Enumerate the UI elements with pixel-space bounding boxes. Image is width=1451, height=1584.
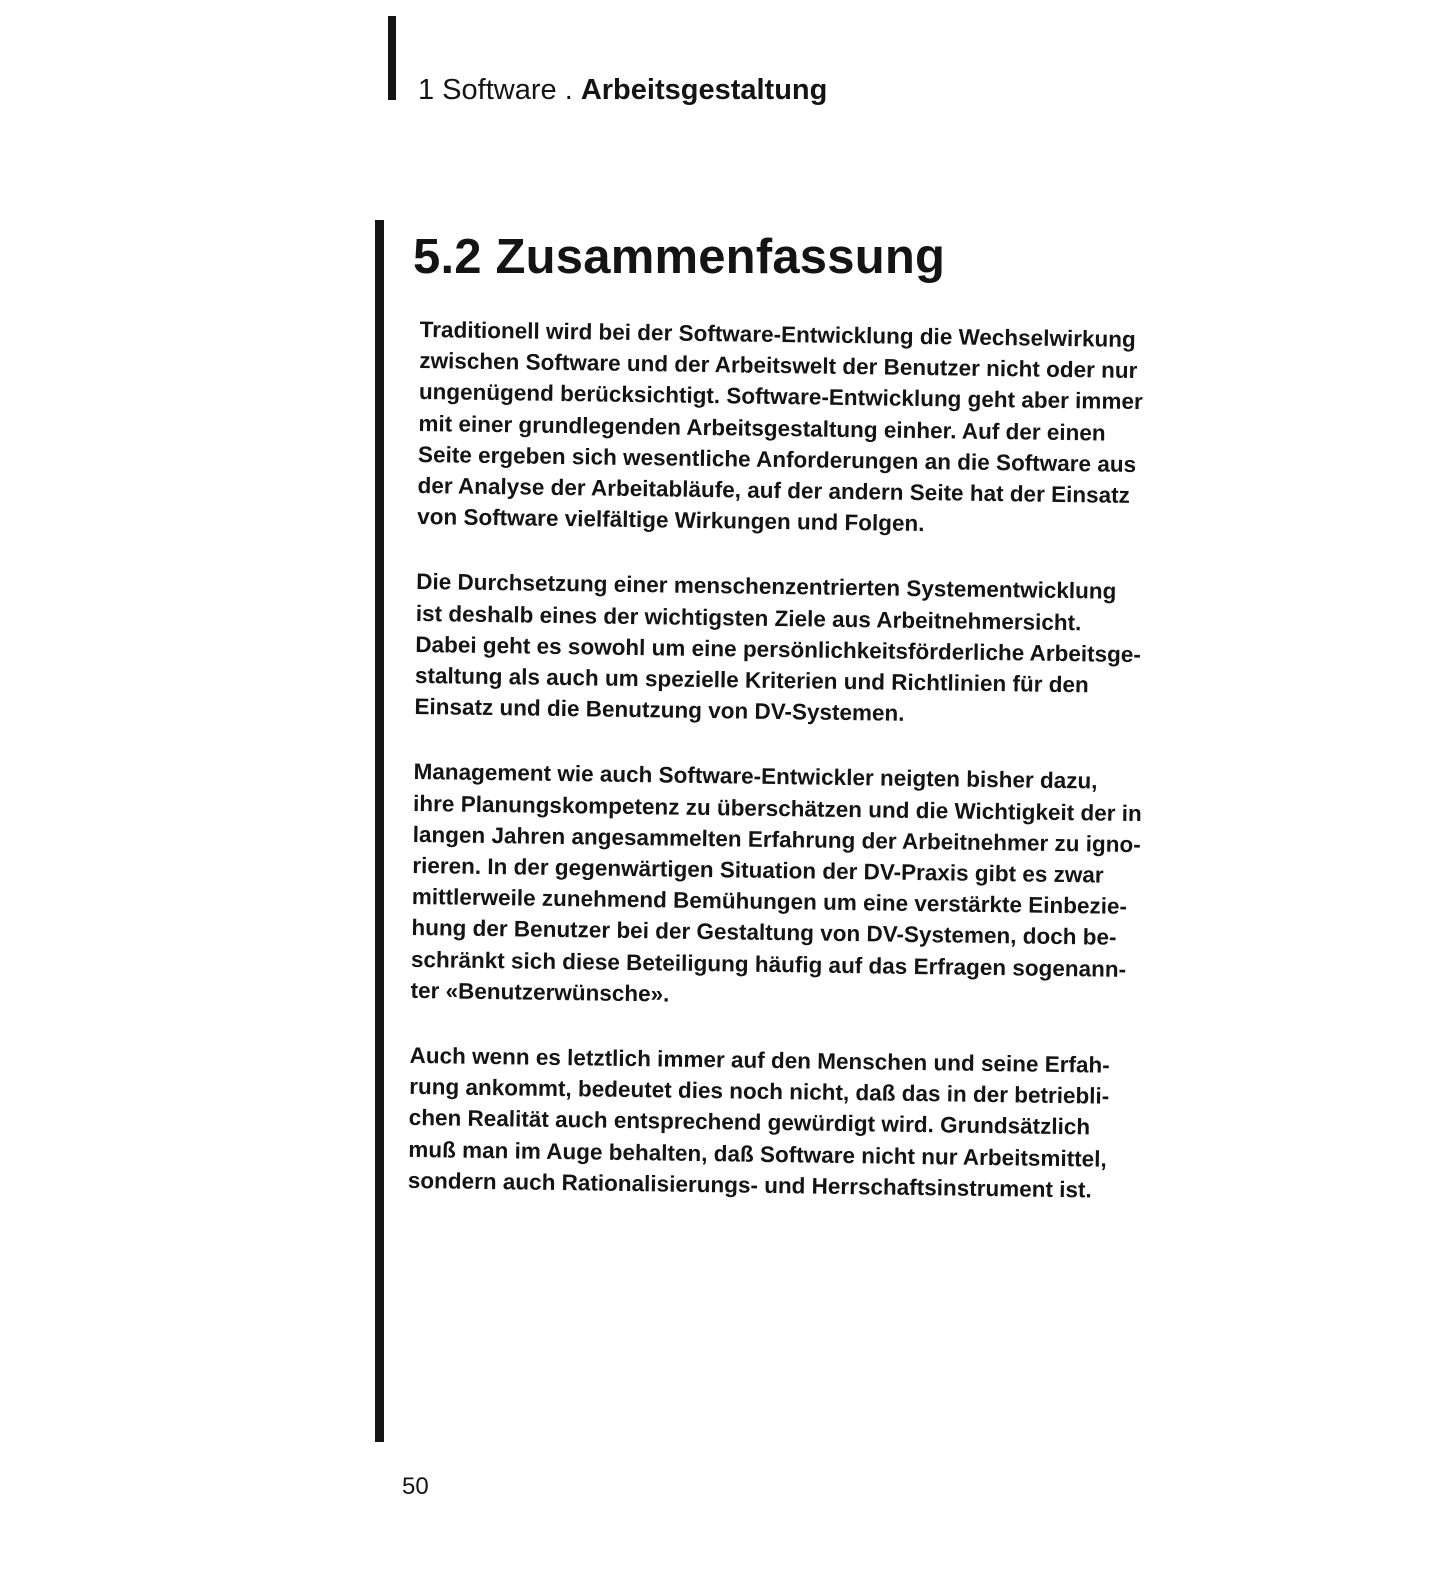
paragraph-line: rieren. In der gegenwärtigen Situation der DV-Praxis gibt es zwar — [412, 852, 1104, 888]
paragraph-1 — [417, 314, 1270, 544]
header-margin-rule — [388, 16, 396, 100]
paragraph-line: Auch wenn es letztlich immer auf den Menschen und seine Erfah- — [409, 1042, 1110, 1078]
paragraph-line: ter «Benutzerwünsche». — [410, 977, 670, 1007]
paragraph-line: staltung als auch um spezielle Kriterien und Richtlinien für den — [414, 662, 1089, 698]
paragraph-line: Management wie auch Software-Entwickler neigten bisher dazu, — [413, 759, 1098, 794]
header-section: Arbeitsgestaltung — [580, 74, 828, 106]
page-number: 50 — [402, 1473, 429, 1500]
paragraph-line: sondern auch Rationalisierungs- und Herrschaftsinstrument ist. — [407, 1167, 1092, 1203]
paragraph-line: Dabei geht es sowohl um eine persönlichkeitsförderliche Arbeitsge- — [415, 631, 1142, 667]
paragraph-line: langen Jahren angesammelten Erfahrung der Arbeitnehmer zu igno- — [412, 821, 1141, 857]
paragraph-line: mittlerweile zunehmend Bemühungen um eine verstärkte Einbezie- — [411, 884, 1128, 920]
paragraph-3 — [410, 756, 1263, 1017]
paragraph-line: rung ankommt, bedeutet dies noch nicht, daß das in der betriebli- — [409, 1074, 1110, 1109]
paragraph-line: Seite ergeben sich wesentliche Anforderungen an die Software aus — [417, 441, 1137, 477]
header-separator: . — [564, 74, 573, 106]
paragraph-line: Einsatz und die Benutzung von DV-Systemen. — [414, 694, 905, 727]
paragraph-line: mit einer grundlegenden Arbeitsgestaltung einher. Auf der einen — [418, 410, 1106, 446]
paragraph-line: ist deshalb eines der wichtigsten Ziele aus Arbeitnehmersicht. — [415, 600, 1082, 635]
running-header — [418, 70, 827, 110]
paragraph-line: der Analyse der Arbeitabläufe, auf der andern Seite hat der Einsatz — [417, 473, 1131, 508]
body-text — [407, 314, 1270, 1242]
section-title: 5.2 Zusammenfassung — [413, 230, 946, 284]
paragraph-line: hung der Benutzer bei der Gestaltung von DV-Systemen, doch be- — [411, 915, 1117, 951]
header-chapter: 1 Software — [418, 74, 557, 106]
paragraph-line: von Software vielfältige Wirkungen und Folgen. — [416, 504, 925, 537]
section-margin-rule — [375, 220, 384, 1442]
paragraph-line: ungenügend berücksichtigt. Software-Entwicklung geht aber immer — [418, 379, 1143, 415]
paragraph-2 — [414, 566, 1266, 734]
paragraph-line: ihre Planungskompetenz zu überschätzen und die Wichtigkeit der in — [412, 790, 1142, 826]
paragraph-line: muß man im Auge behalten, daß Software nicht nur Arbeitsmittel, — [408, 1136, 1107, 1172]
paragraph-4 — [408, 1040, 1260, 1208]
paragraph-line: Die Durchsetzung einer menschenzentrierten Systementwicklung — [416, 569, 1117, 605]
paragraph-line: Traditionell wird bei der Software-Entwicklung die Wechselwirkung — [419, 316, 1136, 352]
paragraph-line: schränkt sich diese Beteiligung häufig auf das Erfragen sogenann- — [410, 946, 1127, 982]
paragraph-line: zwischen Software und der Arbeitswelt der Benutzer nicht oder nur — [419, 348, 1138, 384]
paragraph-line: chen Realität auch entsprechend gewürdigt wird. Grundsätzlich — [408, 1105, 1091, 1140]
